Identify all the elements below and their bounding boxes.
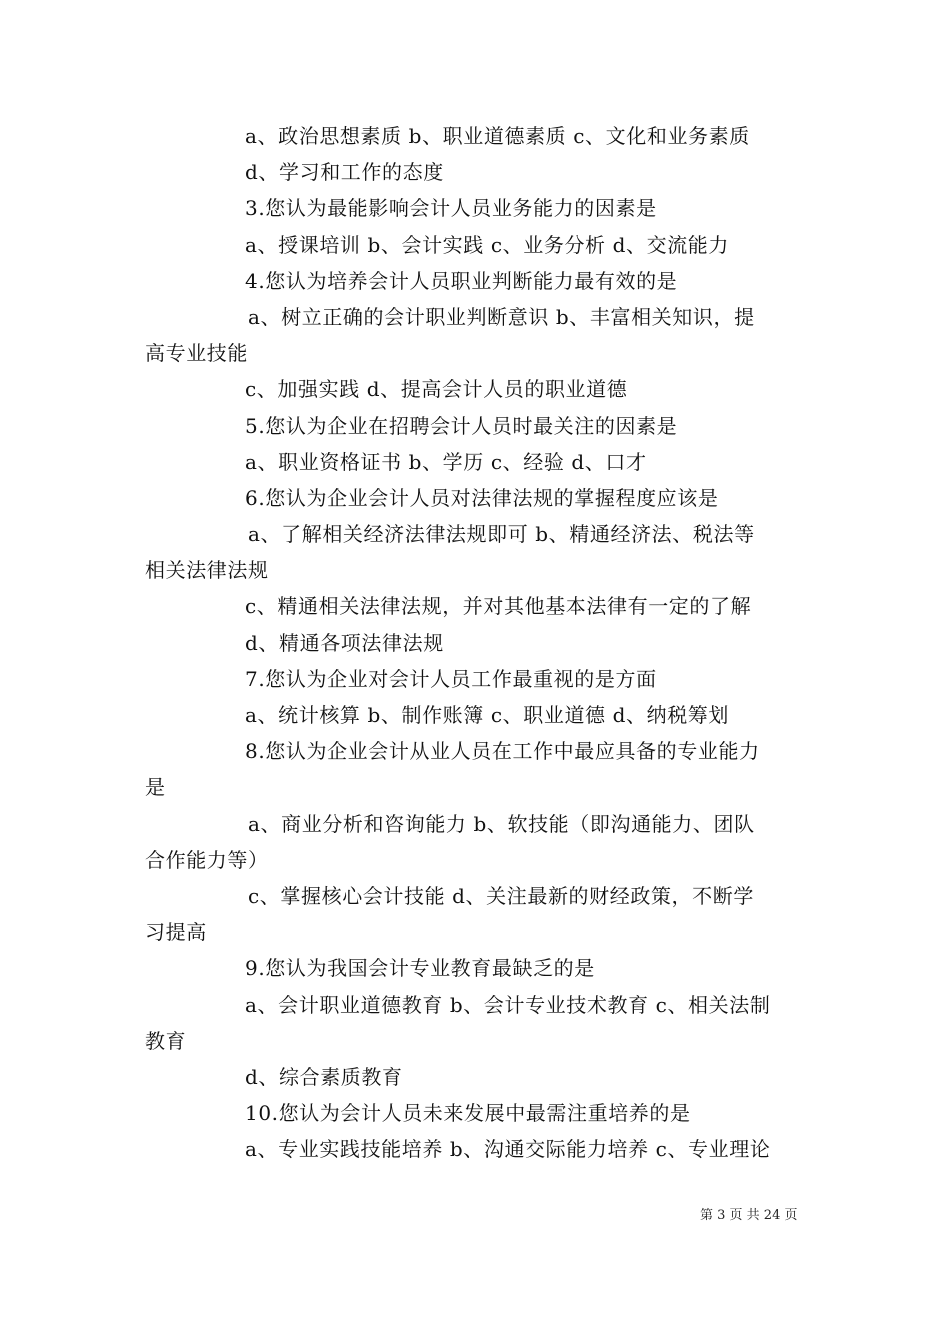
text-line: a、会计职业道德教育 b、会计专业技术教育 c、相关法制 [245, 992, 771, 1017]
text-line: 教育 [145, 1028, 187, 1053]
text-line: a、统计核算 b、制作账簿 c、职业道德 d、纳税筹划 [245, 703, 730, 727]
question-line: 9.您认为我国会计专业教育最缺乏的是 [245, 956, 595, 981]
text-line: 习提高 [145, 920, 207, 945]
question-line: 5.您认为企业在招聘会计人员时最关注的因素是 [245, 413, 678, 438]
question-line: 7.您认为企业对会计人员工作最重视的是方面 [245, 666, 657, 691]
text-line: a、专业实践技能培养 b、沟通交际能力培养 c、专业理论 [245, 1137, 771, 1162]
text-line: a、树立正确的会计职业判断意识 b、丰富相关知识，提 [248, 304, 755, 329]
text-line: c、精通相关法律法规，并对其他基本法律有一定的了解 [245, 594, 752, 619]
question-line: 8.您认为企业会计从业人员在工作中最应具备的专业能力 [245, 739, 760, 764]
question-line: 3.您认为最能影响会计人员业务能力的因素是 [245, 196, 657, 221]
text-line: 是 [145, 775, 166, 800]
text-line: d、综合素质教育 [245, 1064, 403, 1089]
text-line: c、加强实践 d、提高会计人员的职业道德 [245, 377, 628, 402]
document-body [145, 118, 815, 1167]
question-line: 6.您认为企业会计人员对法律法规的掌握程度应该是 [245, 485, 719, 510]
text-line: d、学习和工作的态度 [245, 160, 444, 185]
text-line: a、职业资格证书 b、学历 c、经验 d、口才 [245, 449, 647, 474]
text-line: d、精通各项法律法规 [245, 630, 444, 655]
text-line: a、了解相关经济法律法规即可 b、精通经济法、税法等 [248, 522, 755, 547]
text-line: 合作能力等） [145, 847, 269, 872]
text-line: a、政治思想素质 b、职业道德素质 c、文化和业务素质 [245, 124, 750, 148]
text-line: 高专业技能 [145, 341, 248, 366]
text-line: a、授课培训 b、会计实践 c、业务分析 d、交流能力 [245, 232, 730, 257]
text-line: a、商业分析和咨询能力 b、软技能（即沟通能力、团队 [248, 811, 755, 836]
question-line: 10.您认为会计人员未来发展中最需注重培养的是 [245, 1101, 691, 1126]
page-number: 第 3 页 共 24 页 [700, 1208, 798, 1223]
question-line: 4.您认为培养会计人员职业判断能力最有效的是 [245, 268, 678, 293]
text-line: c、掌握核心会计技能 d、关注最新的财经政策，不断学 [248, 883, 754, 908]
text-line: 相关法律法规 [145, 558, 269, 583]
